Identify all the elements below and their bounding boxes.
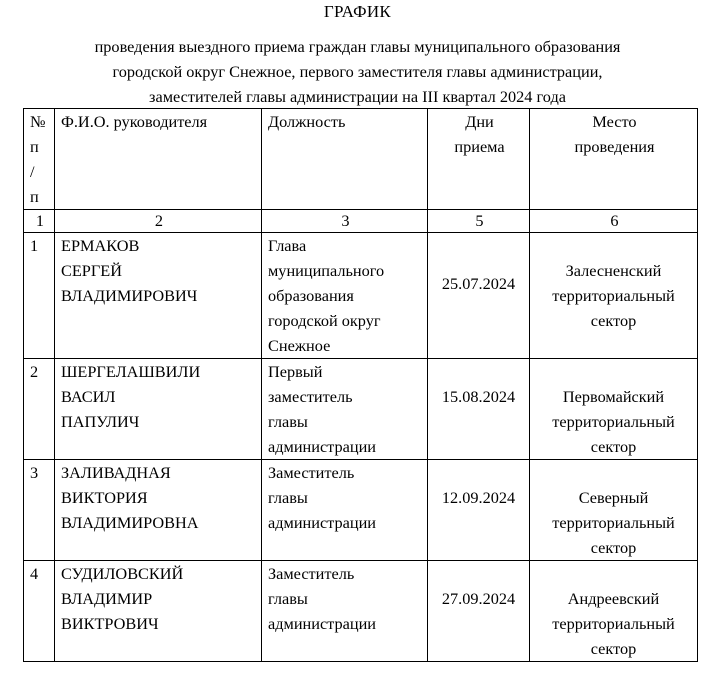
position-line: администрации	[268, 513, 376, 532]
position-line: Заместитель	[268, 463, 355, 482]
table-row	[24, 561, 698, 662]
header-place-line: Место	[592, 112, 637, 131]
column-number: 5	[428, 210, 530, 233]
row-place	[530, 561, 698, 662]
position-line: Глава	[268, 236, 307, 255]
name-line: ШЕРГЕЛАШВИЛИ	[61, 362, 201, 381]
place-line: сектор	[590, 639, 637, 658]
row-name	[55, 233, 262, 359]
name-line: ВИКТОРИЯ	[61, 488, 148, 507]
header-days-line: Дни	[465, 112, 494, 131]
name-line: ВЛАДИМИРОВНА	[61, 513, 199, 532]
row-position	[262, 460, 428, 561]
row-place	[530, 359, 698, 460]
date-value: 15.08.2024	[441, 387, 516, 406]
row-name	[55, 359, 262, 460]
header-days-line: приема	[454, 137, 505, 156]
header-days	[428, 109, 530, 210]
position-line: главы	[268, 589, 308, 608]
place-line: сектор	[590, 437, 637, 456]
place-line: Залесненский	[565, 261, 662, 280]
document-title: ГРАФИК	[323, 2, 392, 21]
column-number: 6	[530, 210, 698, 233]
position-line: главы	[268, 488, 308, 507]
position-line: Заместитель	[268, 564, 355, 583]
header-num-line: п	[30, 187, 39, 206]
place-line: сектор	[590, 311, 637, 330]
place-line: Андреевский	[567, 589, 660, 608]
row-name	[55, 460, 262, 561]
column-number: 3	[262, 210, 428, 233]
column-number: 1	[24, 210, 55, 233]
table-row	[24, 359, 698, 460]
position-line: администрации	[268, 614, 376, 633]
place-line: территориальный	[552, 513, 675, 532]
position-line: главы	[268, 412, 308, 431]
header-position: Должность	[262, 109, 428, 210]
table-row	[24, 460, 698, 561]
document-subtitle	[20, 34, 695, 109]
position-line: заместитель	[268, 387, 353, 406]
column-number-row	[24, 210, 698, 233]
table-header-row	[24, 109, 698, 210]
row-num: 2	[24, 359, 55, 460]
header-num-line: /	[30, 162, 35, 181]
subtitle-line: городской округ Снежное, первого заместителя главы администрации,	[112, 62, 603, 81]
position-line: образования	[268, 286, 354, 305]
date-value: 12.09.2024	[441, 488, 516, 507]
name-line: ПАПУЛИЧ	[61, 412, 140, 431]
row-date	[428, 359, 530, 460]
name-line: СЕРГЕЙ	[61, 261, 122, 280]
name-line: ВИКТРОВИЧ	[61, 614, 159, 633]
place-line: территориальный	[552, 412, 675, 431]
row-position	[262, 359, 428, 460]
position-line: администрации	[268, 437, 376, 456]
place-line: сектор	[590, 538, 637, 557]
place-line: Северный	[578, 488, 649, 507]
row-position	[262, 233, 428, 359]
name-line: ЗАЛИВАДНАЯ	[61, 463, 171, 482]
place-line: Первомайский	[562, 387, 665, 406]
subtitle-line: заместителей главы администрации на III квартал 2024 года	[149, 87, 566, 106]
position-line: муниципального	[268, 261, 385, 280]
row-place	[530, 460, 698, 561]
date-value: 25.07.2024	[441, 273, 516, 293]
position-line: городской округ	[268, 311, 381, 330]
name-line: ЕРМАКОВ	[61, 236, 140, 255]
row-place	[530, 233, 698, 359]
header-name: Ф.И.О. руководителя	[55, 109, 262, 210]
header-num-line: п	[30, 137, 39, 156]
header-place-line: проведения	[574, 137, 655, 156]
schedule-table	[23, 108, 698, 662]
row-num: 3	[24, 460, 55, 561]
row-num: 4	[24, 561, 55, 662]
row-date	[428, 233, 530, 359]
name-line: СУДИЛОВСКИЙ	[61, 564, 184, 583]
date-value: 27.09.2024	[441, 589, 516, 608]
name-line: ВЛАДИМИР	[61, 589, 153, 608]
row-date	[428, 460, 530, 561]
header-num-line: №	[30, 112, 46, 131]
header-num	[24, 109, 55, 210]
column-number: 2	[55, 210, 262, 233]
row-num: 1	[24, 233, 55, 359]
row-position	[262, 561, 428, 662]
header-place	[530, 109, 698, 210]
row-name	[55, 561, 262, 662]
position-line: Первый	[268, 362, 323, 381]
place-line: территориальный	[552, 286, 675, 305]
place-line: территориальный	[552, 614, 675, 633]
name-line: ВАСИЛ	[61, 387, 116, 406]
table-row	[24, 233, 698, 359]
row-date	[428, 561, 530, 662]
name-line: ВЛАДИМИРОВИЧ	[61, 286, 198, 305]
subtitle-line: проведения выездного приема граждан главы муниципального образования	[94, 37, 621, 56]
position-line: Снежное	[268, 336, 331, 355]
